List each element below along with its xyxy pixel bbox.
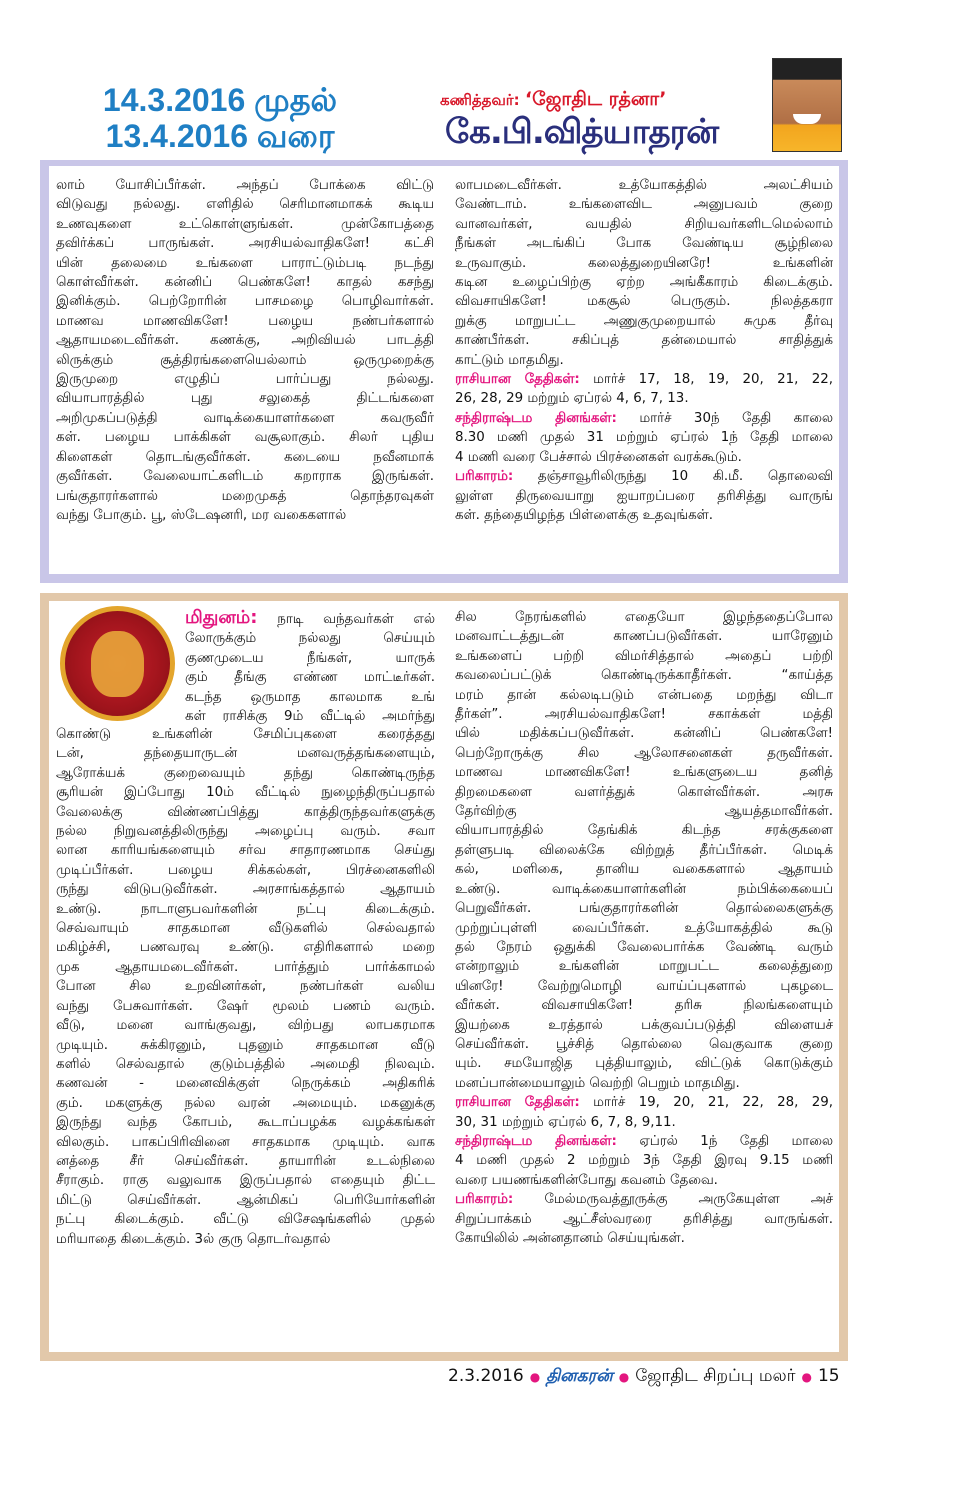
line-text: டன், தந்தையாருடன் மனவருத்தங்களையும்,	[56, 746, 435, 762]
text-line	[455, 608, 833, 627]
line-text: களில் செல்வதால் குடும்பத்தில் அமைதி நிலவும்.	[56, 1056, 435, 1072]
text-line	[56, 467, 434, 486]
line-text: பெறுவீர்கள். பங்குதாரர்களின் தொல்லைகளுக்கு	[455, 901, 833, 917]
remedy-label: பரிகாரம்:	[455, 469, 514, 485]
line-text: மரியாதை கிடைக்கும். 3ல் குரு தொடர்வதால்	[56, 1231, 331, 1247]
text-line	[56, 409, 434, 428]
text-line	[56, 744, 435, 763]
text-line	[56, 1133, 435, 1152]
line-text: குவீர்கள். வேலையாட்களிடம் கறாராக இருங்கள்.	[56, 469, 434, 485]
line-text: 30, 31 மற்றும் ஏப்ரல் 6, 7, 8, 9,11.	[455, 1114, 676, 1130]
line-text: தீர்கள்”. அரசியல்வாதிகளே! சகாக்கள் மத்தி	[455, 707, 833, 723]
line-text: கல், மளிகை, தானிய வகைகளால் ஆதாயம்	[455, 862, 833, 878]
line-text: செய்வீர்கள். பூச்சித் தொல்லை வெகுவாக குறை	[455, 1036, 833, 1052]
text-line	[56, 1152, 435, 1171]
line-text: காட்டும் மாதமிது.	[455, 352, 564, 368]
byline	[440, 88, 666, 113]
text-line	[56, 331, 434, 350]
text-line	[455, 1190, 833, 1209]
line-text: லுள்ள திருவையாறு ஐயாறப்பரை தரிசித்து வாருங்	[455, 488, 833, 504]
line-text: இனிக்கும். பெற்றோரின் பாசமழை பொழிவார்கள்.	[56, 294, 434, 310]
text-line	[455, 1093, 833, 1112]
sign-title: மிதுனம்:	[185, 608, 258, 628]
text-line	[455, 176, 833, 195]
text-line	[455, 938, 833, 957]
line-text: வீர்கள். விவசாயிகளே! தரிசு நிலங்களையும்	[455, 998, 833, 1014]
line-text: மார்ச் 19, 20, 21, 22, 28, 29,	[593, 1095, 833, 1111]
text-line	[56, 958, 435, 977]
line-text: கோயிலில் அன்னதானம் செய்யுங்கள்.	[455, 1231, 685, 1246]
date-from: 14.3.2016 முதல்	[102, 82, 338, 118]
line-text: னத்தை சீர் செய்வீர்கள். தாயாரின் உடல்நிலை	[56, 1153, 435, 1169]
line-text: இருந்து வந்த கோபம், கூடாப்பழக்க வழக்கங்கள்	[56, 1115, 435, 1131]
text-line	[455, 428, 833, 447]
line-text: உருவாகும். கலைத்துறையினரே! உங்களின்	[455, 255, 833, 271]
text-line	[56, 487, 434, 506]
line-text: யும். சமயோஜித புத்தியாலும், விட்டுக் கொடுக்கும்	[455, 1056, 833, 1072]
chandrashtama-label: சந்திராஷ்டம தினங்கள்:	[455, 1133, 617, 1149]
text-line	[455, 370, 833, 389]
chandrashtama-label: சந்திராஷ்டம தினங்கள்:	[455, 410, 617, 426]
line-text: அறிமுகப்படுத்தி வாடிக்கையாளர்களை கவருவீர்	[56, 410, 434, 426]
line-text: கொண்டு உங்களின் சேமிப்புகளை கரைத்தது	[56, 727, 435, 742]
line-text: வீடு, மனை வாங்குவது, விற்பது லாபகரமாக	[56, 1018, 435, 1034]
text-line	[455, 763, 833, 782]
text-line	[56, 1094, 435, 1113]
line-text: லிருக்கும் சூத்திரங்களையெல்லாம் ஒருமுறைக்கு	[56, 352, 434, 368]
bottom-left-column	[56, 725, 435, 1249]
line-text: லாபமடைவீர்கள். உத்யோகத்தில் அலட்சியம்	[455, 178, 833, 193]
line-text: முடியும். சுக்கிரனும், புதனும் சாதகமான வீடு	[56, 1037, 435, 1053]
text-line	[455, 215, 833, 234]
text-line	[455, 409, 833, 428]
line-text: தேர்விற்கு ஆயத்தமாவீர்கள்.	[455, 804, 833, 820]
line-text: கும். மகளுக்கு நல்ல வரன் அமையும். மகனுக்கு	[56, 1095, 435, 1111]
text-line	[455, 841, 833, 860]
line-text: பங்குதாரர்களால் மறைமுகத் தொந்தரவுகள்	[56, 488, 434, 504]
line-text: ஆதாயமடைவீர்கள். கணக்கு, அறிவியல் பாடத்தி	[56, 333, 434, 349]
text-line	[56, 938, 435, 957]
text-line	[455, 1016, 833, 1035]
gemini-intro	[185, 608, 435, 726]
line-text: லோருக்கும் நல்லது செய்யும்	[185, 631, 435, 647]
line-text: கொள்வீர்கள். கன்னிப் பெண்களே! காதல் கசந்து	[56, 275, 434, 291]
line-text: மார்ச் 17, 18, 19, 20, 21, 22,	[593, 372, 833, 388]
line-text: சிறுப்பாக்கம் ஆட்சீஸ்வரரை தரிசித்து வாருங்கள்.	[455, 1211, 833, 1227]
line-text: 4 மணி வரை பேச்சால் பிரச்னைகள் வரக்கூடும்.	[455, 449, 742, 465]
text-line	[455, 821, 833, 840]
line-text: உண்டு. வாடிக்கையாளர்களின் நம்பிக்கையைப்	[455, 881, 833, 897]
author-photo	[772, 58, 842, 152]
line-text: கள். தந்தையிழந்த பிள்ளைக்கு உதவுங்கள்.	[455, 507, 713, 523]
text-line	[455, 1113, 833, 1132]
lucky-dates-label: ராசியான தேதிகள்:	[455, 1095, 580, 1111]
text-line	[455, 1074, 833, 1093]
line-text: கடந்த ஒருமாத காலமாக உங்	[185, 689, 435, 705]
line-text: வந்து போகும். பூ, ஸ்டேஷனரி, மர வகைகளால்	[56, 507, 347, 523]
text-line	[185, 688, 435, 707]
line-text: வந்து பேசுவார்கள். ஷேர் மூலம் பணம் வரும்.	[56, 998, 435, 1014]
text-line	[455, 487, 833, 506]
bottom-right-column	[455, 608, 833, 1248]
line-text: மேல்மருவத்தூருக்கு அருகேயுள்ள அச்	[544, 1192, 833, 1208]
line-text: யின் தலைமை உங்களை பாராட்டும்படி நடந்து	[56, 255, 434, 271]
text-line	[455, 1171, 833, 1190]
text-line	[455, 1054, 833, 1073]
line-text: வியாபாரத்தில் புது சலுகைத் திட்டங்களை	[56, 391, 434, 407]
line-text: கள். பழைய பாக்கிகள் வசூலாகும். சிலர் புதிய	[56, 430, 434, 446]
footer-brand: தினகரன்	[546, 1366, 613, 1386]
text-line	[455, 724, 833, 743]
line-text: றுக்கு மாறுபட்ட அணுகுமுறையால் சுமுக தீர்வு	[455, 313, 833, 329]
line-text: குணமுடைய நீங்கள், யாருக்	[185, 650, 435, 666]
line-text: சீராகும். ராகு வலுவாக இருப்பதால் எதையும் திட்ட	[56, 1173, 435, 1189]
line-text: மரம் தான் கல்லடிபடும் என்பதை மறந்து விடா	[455, 687, 833, 703]
text-line	[56, 292, 434, 311]
line-text: வானவர்கள், வயதில் சிறியவர்களிடமெல்லாம்	[455, 216, 833, 232]
text-line	[455, 273, 833, 292]
line-text: வேலைக்கு விண்ணப்பித்து காத்திருந்தவர்களுக்கு	[56, 804, 435, 820]
line-text: மார்ச் 30ந் தேதி காலை	[639, 410, 833, 426]
text-line	[455, 234, 833, 253]
footer-date: 2.3.2016	[448, 1366, 524, 1386]
text-line	[56, 803, 435, 822]
text-line	[56, 254, 434, 273]
line-text: முடிப்பீர்கள். பழைய சிக்கல்கள், பிரச்னைகளிலி	[56, 862, 435, 878]
line-text: செவ்வாயும் சாதகமான வீடுகளில் செல்வதால்	[56, 921, 435, 937]
line-text: விடுவது நல்லது. எளிதில் செரிமானமாகக் கூடிய	[56, 197, 434, 213]
line-text: முற்றுப்புள்ளி வைப்பீர்கள். உத்யோகத்தில் கூடு	[455, 920, 833, 936]
text-line	[56, 1055, 435, 1074]
line-text: சூரியன் இப்போது 10ம் வீட்டில் நுழைந்திருப்பதால்	[56, 785, 435, 801]
text-line	[56, 195, 434, 214]
line-text: காண்பீர்கள். சகிப்புத் தன்மையால் சாதித்துக்	[455, 333, 833, 349]
text-line	[185, 668, 435, 687]
text-line	[56, 389, 434, 408]
line-text: ஆரோக்யக் குறைவையும் தந்து கொண்டிருந்த	[56, 765, 435, 781]
text-line	[455, 744, 833, 763]
text-line	[56, 841, 435, 860]
line-text: போன சில உறவினர்கள், நண்பர்கள் வலிய	[56, 979, 435, 995]
line-text: உங்களைப் பற்றி விமர்சித்தால் அதைப் பற்றி	[455, 648, 833, 664]
text-line	[56, 215, 434, 234]
line-text: வேண்டாம். உங்களைவிட அனுபவம் குறை	[455, 197, 833, 213]
text-line	[455, 331, 833, 350]
date-to: 13.4.2016 வரை	[105, 118, 335, 154]
text-line	[56, 1230, 435, 1249]
date-range	[70, 82, 370, 154]
text-line	[455, 1035, 833, 1054]
text-line	[455, 880, 833, 899]
line-text: உண்டு. நாடாளுபவர்களின் நட்பு கிடைக்கும்.	[56, 901, 435, 917]
text-line	[455, 705, 833, 724]
text-line	[56, 880, 435, 899]
text-line	[455, 254, 833, 273]
line-text: மாணவ மாணவிகளே! பழைய நண்பர்களால்	[56, 313, 434, 329]
line-text: பெற்றோருக்கு சில ஆலோசனைகள் தருவீர்கள்.	[455, 745, 833, 761]
text-line	[56, 273, 434, 292]
line-text: நட்பு கிடைக்கும். வீட்டு விசேஷங்களில் முதல்	[56, 1212, 435, 1228]
text-line	[455, 977, 833, 996]
text-line	[455, 351, 833, 370]
text-line	[56, 1016, 435, 1035]
line-text: கணவன் - மனைவிக்குள் நெருக்கம் அதிகரிக்	[56, 1076, 435, 1092]
text-line	[455, 292, 833, 311]
line-text: மகிழ்ச்சி, பணவரவு உண்டு. எதிரிகளால் மறை	[56, 940, 435, 956]
line-text: விவசாயிகளே! மகசூல் பெருகும். நிலத்தகரா	[455, 294, 833, 310]
page-number: 15	[817, 1366, 840, 1386]
line-text: யினரே! வேற்றுமொழி வாய்ப்புகளால் புகழடை	[455, 978, 833, 994]
text-line	[56, 1191, 435, 1210]
text-line	[56, 1171, 435, 1190]
top-left-column	[56, 176, 434, 525]
line-text: தஞ்சாவூரிலிருந்து 10 கி.மீ. தொலைவி	[537, 469, 833, 485]
line-text: முக ஆதாயமடைவீர்கள். பார்த்தும் பார்க்காமல்	[56, 959, 435, 975]
text-line	[455, 802, 833, 821]
text-line	[56, 234, 434, 253]
line-text: கடின உழைப்பிற்கு ஏற்ற அங்கீகாரம் கிடைக்கும்.	[455, 275, 833, 291]
text-line	[56, 919, 435, 938]
text-line	[185, 629, 435, 648]
line-text: யில் மதிக்கப்படுவீர்கள். கன்னிப் பெண்களே!	[455, 726, 833, 742]
line-text: வியாபாரத்தில் தேங்கிக் கிடந்த சரக்குகளை	[455, 823, 833, 839]
text-line	[455, 1229, 833, 1248]
line-text: மிட்டு செய்வீர்கள். ஆன்மிகப் பெரியோர்களின்	[56, 1192, 435, 1208]
text-line	[56, 900, 435, 919]
line-text: ருந்து விடுபடுவீர்கள். அரசாங்கத்தால் ஆதாயம்	[56, 882, 435, 898]
remedy-label: பரிகாரம்:	[455, 1192, 514, 1208]
line-text: 26, 28, 29 மற்றும் ஏப்ரல் 4, 6, 7, 13.	[455, 391, 689, 407]
text-line	[455, 448, 833, 467]
text-line	[56, 312, 434, 331]
text-line	[56, 1036, 435, 1055]
text-line	[56, 822, 435, 841]
text-line	[455, 783, 833, 802]
text-line	[185, 707, 435, 726]
text-line	[56, 1074, 435, 1093]
line-text: லாம் யோசிப்பீர்கள். அந்தப் போக்கை விட்டு	[56, 178, 434, 193]
line-text: இருமுறை எழுதிப் பார்ப்பது நல்லது.	[56, 372, 434, 388]
text-line	[56, 783, 435, 802]
footer-section: ஜோதிட சிறப்பு மலர்	[635, 1366, 796, 1386]
text-line	[56, 351, 434, 370]
text-line	[455, 627, 833, 646]
text-line	[56, 977, 435, 996]
text-line	[455, 957, 833, 976]
line-text: 4 மணி முதல் 2 மற்றும் 3ந் தேதி இரவு 9.15 மணி	[455, 1153, 833, 1169]
lucky-dates-label: ராசியான தேதிகள்:	[455, 372, 580, 388]
line-text: லான காரியங்களையும் சர்வ சாதாரணமாக செய்து	[56, 843, 435, 859]
line-text: வரை பயணங்களின்போது கவனம் தேவை.	[455, 1172, 718, 1188]
line-text: கவலைப்பட்டுக் கொண்டிருக்காதீர்கள். “காய்த்த	[455, 668, 833, 684]
text-line	[56, 506, 434, 525]
text-line	[455, 996, 833, 1015]
author-name: கே.பி.வித்யாதரன்	[445, 112, 719, 152]
line-text: என்றாலும் உங்களின் மாறுபட்ட கலைத்துறை	[455, 959, 833, 975]
gemini-emblem-icon	[60, 606, 175, 721]
line-text: தல் நேரம் ஒதுக்கி வேலைபார்க்க வேண்டி வரும்	[455, 939, 833, 955]
line-text: திறமைகளை வளர்த்துக் கொள்வீர்கள். அரசு	[455, 784, 833, 800]
line-text: நீங்கள் அடங்கிப் போக வேண்டிய சூழ்நிலை	[455, 236, 833, 252]
text-line	[455, 899, 833, 918]
text-line	[56, 428, 434, 447]
text-line	[56, 448, 434, 467]
line-text: இயற்கை உரத்தால் பக்குவப்படுத்தி விளையச்	[455, 1017, 833, 1033]
line-text: உணவுகளை உட்கொள்ளுங்கள். முன்கோபத்தை	[56, 216, 434, 232]
line-text: கள் ராசிக்கு 9ம் வீட்டில் அமர்ந்து	[185, 709, 435, 725]
text-line	[56, 176, 434, 195]
text-line	[56, 861, 435, 880]
byline-title: ‘ஜோதிட ரத்னா’	[524, 88, 667, 110]
text-line	[455, 389, 833, 408]
line-text: நாடி வந்தவர்கள் எல்	[277, 612, 435, 627]
line-text: ஏப்ரல் 1ந் தேதி மாலை	[639, 1133, 833, 1149]
text-line	[455, 919, 833, 938]
text-line	[455, 1132, 833, 1151]
page-footer: 2.3.2016 ● தினகரன் ● ஜோதிட சிறப்பு மலர் ● 15	[448, 1366, 840, 1386]
text-line	[455, 506, 833, 525]
text-line	[455, 467, 833, 486]
text-line	[455, 1210, 833, 1229]
text-line	[455, 1151, 833, 1170]
text-line	[455, 195, 833, 214]
text-line	[56, 1210, 435, 1229]
text-line	[185, 649, 435, 668]
line-text: 8.30 மணி முதல் 31 மற்றும் ஏப்ரல் 1ந் தேதி மாலை	[455, 430, 833, 446]
byline-label: கணித்தவர்:	[440, 91, 520, 109]
text-line	[455, 666, 833, 685]
line-text: மனப்பான்மையாலும் வெற்றி பெறும் மாதமிது.	[455, 1075, 740, 1091]
text-line	[56, 764, 435, 783]
text-line	[455, 686, 833, 705]
text-line	[56, 997, 435, 1016]
text-line	[56, 1113, 435, 1132]
line-text: விலகும். பாகப்பிரிவினை சாதகமாக முடியும். வாக	[56, 1134, 435, 1150]
line-text: தள்ளுபடி விலைக்கே விற்றுத் தீர்ப்பீர்கள். மெடிக்	[455, 842, 833, 858]
line-text: தவிர்க்கப் பாருங்கள். அரசியல்வாதிகளே! கட்சி	[56, 236, 434, 252]
text-line	[455, 647, 833, 666]
text-line	[455, 860, 833, 879]
line-text: மனவாட்டத்துடன் காணப்படுவீர்கள். யாரேனும்	[455, 629, 833, 645]
line-text: கும் தீங்கு எண்ண மாட்டீர்கள்.	[185, 670, 435, 686]
line-text: மாணவ மாணவிகளே! உங்களுடைய தனித்	[455, 765, 833, 781]
text-line	[185, 608, 435, 629]
top-right-column	[455, 176, 833, 525]
text-line	[56, 725, 435, 744]
text-line	[56, 370, 434, 389]
line-text: கிளைகள் தொடங்குவீர்கள். கடையை நவீனமாக்	[56, 449, 434, 465]
line-text: சில நேரங்களில் எதையோ இழந்ததைப்போல	[455, 610, 833, 625]
line-text: நல்ல நிறுவனத்திலிருந்து அழைப்பு வரும். சவா	[56, 824, 435, 840]
text-line	[455, 312, 833, 331]
